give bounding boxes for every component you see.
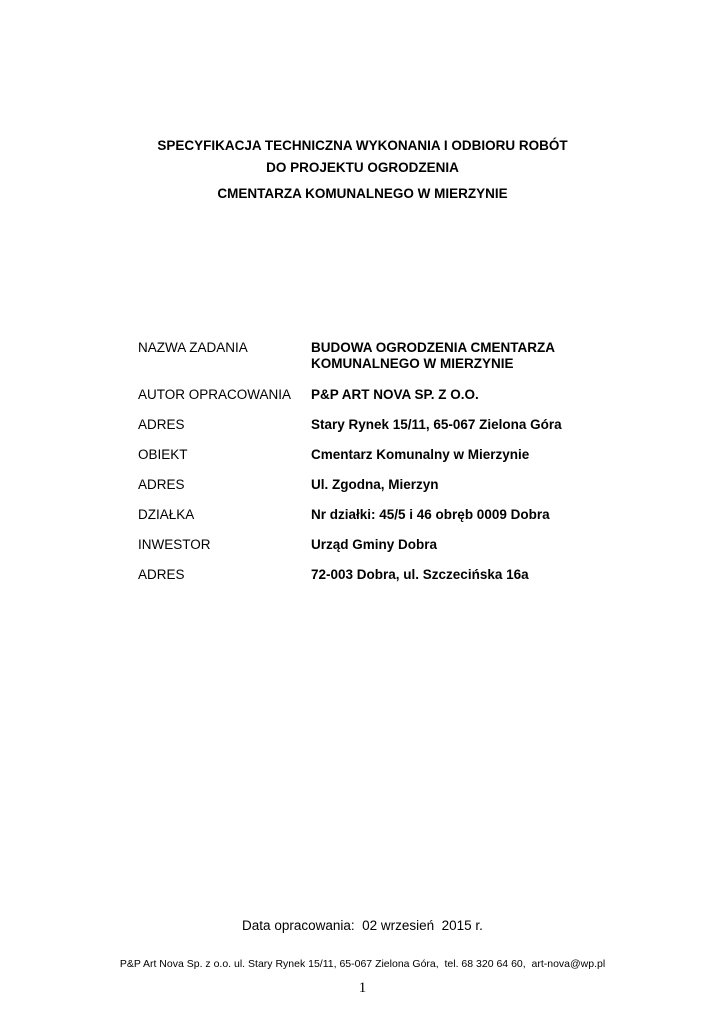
info-row-plot <box>138 507 588 523</box>
info-value: BUDOWA OGRODZENIA CMENTARZA KOMUNALNEGO W MIERZYNIE <box>311 340 555 371</box>
title-line-2: DO PROJEKTU OGRODZENIA <box>266 160 459 175</box>
info-row-author-address <box>138 417 588 433</box>
info-row-author <box>138 387 588 403</box>
info-label: INWESTOR <box>138 537 211 552</box>
info-label: DZIAŁKA <box>138 507 195 522</box>
info-value: Cmentarz Komunalny w Mierzynie <box>311 447 530 462</box>
info-label: ADRES <box>138 567 185 582</box>
info-row-investor-address <box>138 567 588 583</box>
info-value: Urząd Gminy Dobra <box>311 537 438 552</box>
info-label: OBIEKT <box>138 447 188 462</box>
info-value: 72-003 Dobra, ul. Szczecińska 16a <box>311 567 529 582</box>
project-info-table <box>138 340 588 597</box>
info-label: ADRES <box>138 417 185 432</box>
info-value: Stary Rynek 15/11, 65-067 Zielona Góra <box>311 417 562 432</box>
document-title <box>0 135 725 205</box>
info-label: ADRES <box>138 477 185 492</box>
preparation-date: Data opracowania: 02 wrzesień 2015 r. <box>242 918 483 933</box>
info-row-object <box>138 447 588 463</box>
page-number: 1 <box>358 980 367 996</box>
info-label: NAZWA ZADANIA <box>138 340 248 355</box>
page-footer: P&P Art Nova Sp. z o.o. ul. Stary Rynek 15/11, 65-067 Zielona Góra, tel. 68 320 64 60, art-nova@wp.pl <box>119 958 606 970</box>
title-line-1: SPECYFIKACJA TECHNICZNA WYKONANIA I ODBIORU ROBÓT <box>157 138 568 153</box>
info-row-object-address <box>138 477 588 493</box>
info-value: Ul. Zgodna, Mierzyn <box>311 477 439 492</box>
info-row-task-name <box>138 340 588 372</box>
info-row-investor <box>138 537 588 553</box>
info-value: Nr działki: 45/5 i 46 obręb 0009 Dobra <box>311 507 550 522</box>
title-line-3: CMENTARZA KOMUNALNEGO W MIERZYNIE <box>217 186 508 201</box>
info-value: P&P ART NOVA SP. Z O.O. <box>311 387 479 402</box>
info-label: AUTOR OPRACOWANIA <box>138 387 292 402</box>
